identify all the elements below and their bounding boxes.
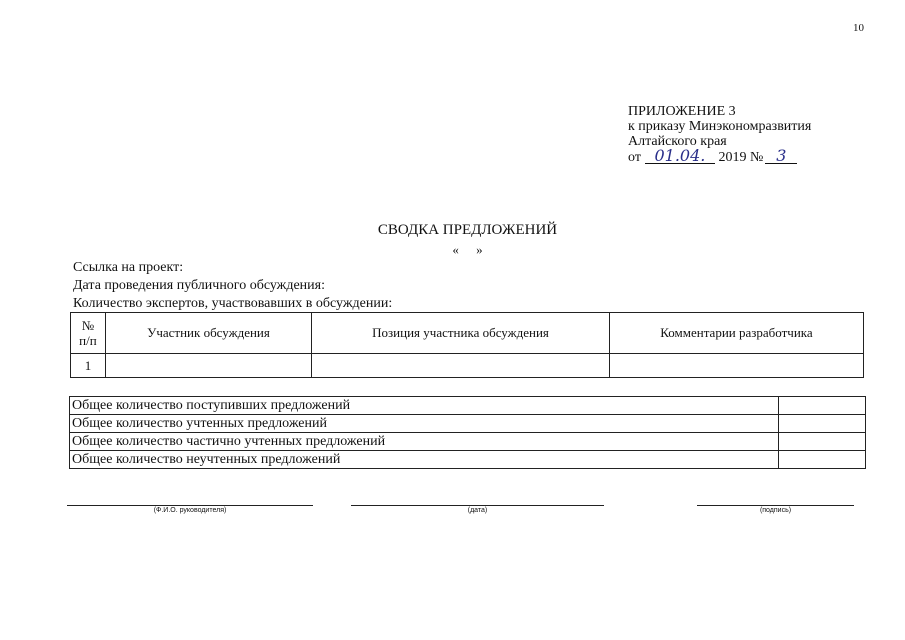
handwritten-date: 01.04. — [645, 149, 715, 164]
header-num-line1: № — [81, 318, 95, 333]
totals-label: Общее количество неучтенных предложений — [70, 451, 779, 469]
totals-value — [779, 397, 866, 415]
totals-value — [779, 433, 866, 451]
row-num-cell: 1 — [71, 354, 106, 378]
discussion-date-label: Дата проведения публичного обсуждения: — [73, 278, 325, 293]
signature-line — [697, 505, 854, 506]
totals-value — [779, 415, 866, 433]
document-title: СВОДКА ПРЕДЛОЖЕНИЙ — [377, 222, 558, 238]
totals-row-rejected — [70, 451, 866, 469]
appendix-block — [628, 104, 811, 165]
date-prefix: от — [628, 150, 641, 165]
header-num-line2: п/п — [79, 333, 97, 348]
appendix-date-line — [628, 146, 811, 165]
totals-label: Общее количество учтенных предложений — [70, 415, 779, 433]
proposals-table — [70, 312, 864, 378]
totals-label: Общее количество частично учтенных предложений — [70, 433, 779, 451]
comments-cell — [609, 354, 863, 378]
signature-caption: (подпись) — [759, 507, 792, 514]
header-position: Позиция участника обсуждения — [312, 313, 610, 354]
participant-cell — [105, 354, 311, 378]
appendix-order-line: к приказу Минэкономразвития — [628, 119, 812, 134]
header-num — [71, 313, 106, 354]
table-row — [71, 354, 864, 378]
date-caption: (дата) — [467, 507, 488, 514]
handwritten-number: 3 — [765, 149, 797, 164]
totals-row-partially-accepted — [70, 433, 866, 451]
totals-row-accepted — [70, 415, 866, 433]
year-number-label: 2019 № — [718, 150, 764, 165]
totals-row-received — [70, 397, 866, 415]
appendix-region-line: Алтайского края — [628, 134, 727, 149]
totals-value — [779, 451, 866, 469]
header-comments: Комментарии разработчика — [609, 313, 863, 354]
title-quotes: « » — [452, 242, 483, 257]
head-name-caption: (Ф.И.О. руководителя) — [153, 507, 227, 514]
project-link-label: Ссылка на проект: — [73, 260, 184, 275]
head-name-signature-line — [67, 505, 313, 506]
totals-table — [69, 396, 866, 469]
date-signature-line — [351, 505, 604, 506]
table-header-row — [71, 313, 864, 354]
appendix-title: ПРИЛОЖЕНИЕ 3 — [628, 104, 736, 119]
experts-count-label: Количество экспертов, участвовавших в обсуждении: — [73, 296, 393, 311]
page-number: 10 — [853, 22, 864, 34]
header-participant: Участник обсуждения — [105, 313, 311, 354]
totals-label: Общее количество поступивших предложений — [70, 397, 779, 415]
position-cell — [312, 354, 610, 378]
